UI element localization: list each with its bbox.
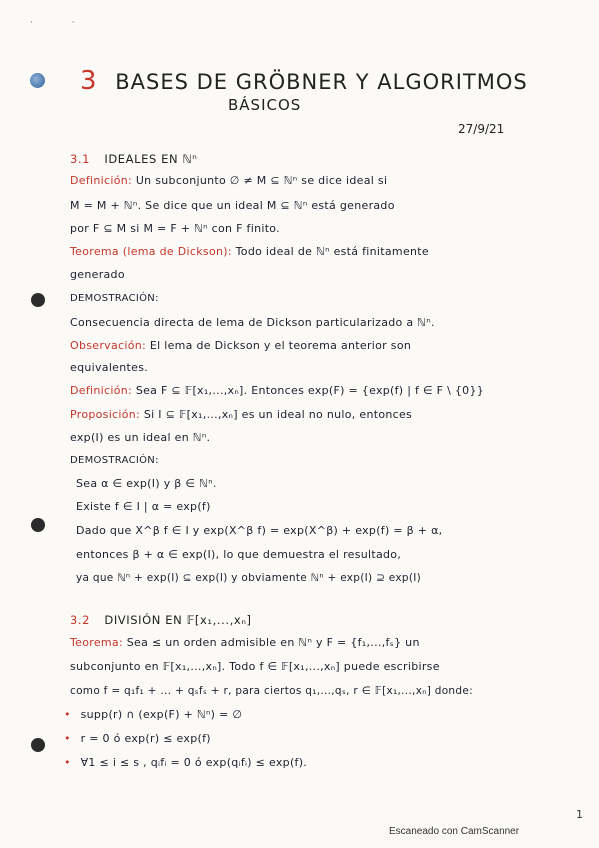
- theorem-label: Teorema:: [70, 636, 123, 649]
- page-number: 1: [576, 808, 583, 821]
- text-line: [70, 268, 530, 282]
- text-line: [70, 174, 530, 188]
- line-text: M = M + ℕⁿ. Se dice que un ideal M ⊆ ℕⁿ está generado: [70, 199, 395, 212]
- definition-label: Definición:: [70, 174, 133, 187]
- proposition-label: Proposición:: [70, 408, 141, 421]
- line-text: Un subconjunto ∅ ≠ M ⊆ ℕⁿ se dice ideal si: [135, 174, 388, 187]
- text-line: [76, 548, 536, 562]
- proof-heading: [70, 454, 530, 468]
- theorem-label: Teorema (lema de Dickson):: [70, 245, 232, 258]
- blue-margin-dot: [30, 73, 45, 88]
- list-item: [64, 732, 524, 746]
- line-text: DEMOSTRACIÓN:: [70, 293, 159, 304]
- line-text: El lema de Dickson y el teorema anterior son: [149, 339, 412, 352]
- line-text: como f = q₁f₁ + ... + qₛfₛ + r, para ciertos q₁,...,qₛ, r ∈ 𝔽[x₁,...,xₙ] donde:: [70, 685, 473, 697]
- bullet-text: ∀1 ≤ i ≤ s , qᵢfᵢ = 0 ó exp(qᵢfᵢ) ≤ exp(f).: [80, 756, 308, 769]
- binder-hole: [31, 518, 45, 532]
- list-item: [64, 756, 524, 770]
- text-line: [70, 245, 530, 259]
- text-line: [76, 477, 536, 491]
- text-line: [70, 384, 530, 398]
- section-number: 3.2: [70, 613, 91, 627]
- bullet-icon: •: [64, 708, 71, 721]
- text-line: [70, 361, 530, 375]
- text-line: [76, 500, 536, 514]
- text-line: [70, 316, 530, 330]
- chapter-subtitle: BÁSICOS: [228, 96, 302, 114]
- chapter-number: 3: [80, 66, 98, 96]
- line-text: subconjunto en 𝔽[x₁,...,xₙ]. Todo f ∈ 𝔽[x₁,...,xₙ] puede escribirse: [70, 660, 440, 673]
- line-text: equivalentes.: [70, 361, 149, 374]
- line-text: ya que ℕⁿ + exp(I) ⊆ exp(I) y obviamente ℕⁿ + exp(I) ⊇ exp(I): [76, 572, 422, 584]
- text-line: [76, 524, 536, 538]
- bullet-text: r = 0 ó exp(r) ≤ exp(f): [80, 732, 211, 745]
- text-line: [70, 339, 530, 353]
- chapter-title: BASES DE GRÖBNER Y ALGORITMOS: [115, 70, 528, 94]
- line-text: Sea α ∈ exp(I) y β ∈ ℕⁿ.: [76, 477, 217, 490]
- binder-hole: [31, 293, 45, 307]
- line-text: Dado que X^β f ∈ I y exp(X^β f) = exp(X^β) + exp(f) = β + α,: [76, 524, 443, 537]
- text-line: [76, 571, 536, 585]
- bullet-icon: •: [64, 732, 71, 745]
- line-text: Existe f ∈ I | α = exp(f): [76, 500, 211, 513]
- proof-heading: [70, 292, 530, 306]
- section-heading-3-2: [70, 613, 252, 627]
- text-line: [70, 660, 530, 674]
- scan-specks: · ·: [30, 18, 93, 28]
- line-text: generado: [70, 268, 125, 281]
- text-line: [70, 636, 530, 650]
- bullet-text: supp(r) ∩ (exp(F) + ℕⁿ) = ∅: [80, 708, 243, 721]
- text-line: [70, 684, 530, 698]
- text-line: [70, 431, 530, 445]
- line-text: Todo ideal de ℕⁿ está finitamente: [235, 245, 429, 258]
- observation-label: Observación:: [70, 339, 147, 352]
- list-item: [64, 708, 524, 722]
- section-number: 3.1: [70, 152, 91, 166]
- text-line: [70, 199, 530, 213]
- scanner-watermark: Escaneado con CamScanner: [389, 826, 520, 837]
- line-text: exp(I) es un ideal en ℕⁿ.: [70, 431, 211, 444]
- section-heading-3-1: [70, 152, 197, 166]
- bullet-icon: •: [64, 756, 71, 769]
- line-text: entonces β + α ∈ exp(I), lo que demuestra el resultado,: [76, 548, 402, 561]
- line-text: Sea F ⊆ 𝔽[x₁,...,xₙ]. Entonces exp(F) = {exp(f) | f ∈ F \ {0}}: [135, 384, 485, 397]
- section-title: IDEALES EN ℕⁿ: [104, 152, 198, 166]
- date: 27/9/21: [458, 122, 505, 136]
- text-line: [70, 222, 530, 236]
- line-text: por F ⊆ M si M = F + ℕⁿ con F finito.: [70, 222, 280, 235]
- line-text: Sea ≤ un orden admisible en ℕⁿ y F = {f₁,...,fₛ} un: [126, 636, 420, 649]
- line-text: DEMOSTRACIÓN:: [70, 455, 159, 466]
- line-text: Consecuencia directa de lema de Dickson particularizado a ℕⁿ.: [70, 316, 435, 329]
- definition-label: Definición:: [70, 384, 133, 397]
- line-text: Si I ⊆ 𝔽[x₁,...,xₙ] es un ideal no nulo, entonces: [143, 408, 413, 421]
- text-line: [70, 408, 530, 422]
- page-title: [80, 66, 550, 96]
- binder-hole: [31, 738, 45, 752]
- section-title: DIVISIÓN EN 𝔽[x₁,...,xₙ]: [104, 613, 252, 627]
